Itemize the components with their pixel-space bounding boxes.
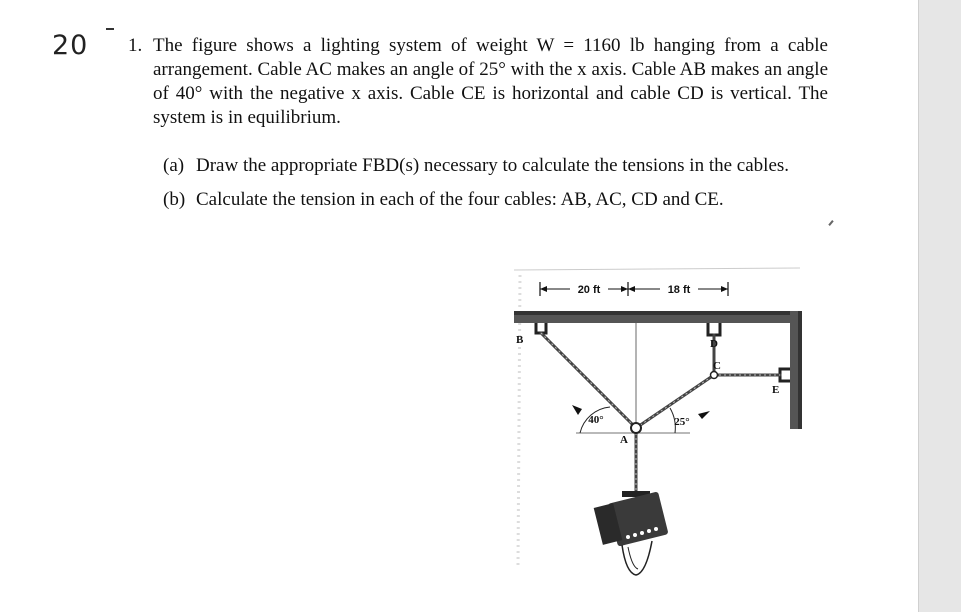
ring-a [631, 423, 641, 433]
part-b-text: Calculate the tension in each of the four cables: AB, AC, CD and CE. [196, 189, 724, 210]
part-a [163, 149, 789, 183]
handwritten-score: 20 [52, 30, 89, 61]
part-b [163, 183, 789, 217]
angle-left-label: 40° [588, 414, 604, 426]
dimension-line [540, 282, 728, 296]
angle-right-label: 25° [674, 416, 690, 428]
label-a: A [620, 434, 628, 446]
label-e: E [772, 384, 780, 396]
dim-right-label: 18 ft [667, 284, 691, 296]
label-d: D [710, 338, 718, 350]
viewer-margin [918, 0, 961, 612]
label-b: B [516, 334, 524, 346]
score-mark [106, 28, 114, 30]
dim-left-label: 20 ft [577, 284, 601, 296]
cable-figure [510, 265, 810, 595]
label-c: C [713, 360, 721, 372]
part-a-label: (a) [163, 155, 185, 176]
stray-pen-mark [828, 220, 833, 226]
problem-parts [163, 149, 789, 217]
problem-text: The figure shows a lighting system of weight W = 1160 lb hanging from a cable arrangement. Cable AC makes an angle of 25° with the x axis. Cable AB makes an angle of 40° with the negative x axis. Cable CE is horizontal and cable CD is vertical. The system is in equilibrium. [153, 35, 828, 128]
problem-statement [128, 34, 828, 130]
lighting-fixture [594, 491, 669, 575]
problem-number: 1. [128, 35, 143, 56]
part-b-label: (b) [163, 189, 186, 210]
part-a-text: Draw the appropriate FBD(s) necessary to calculate the tensions in the cables. [196, 155, 790, 176]
ring-c [711, 372, 718, 379]
cable-diagram [510, 265, 810, 595]
